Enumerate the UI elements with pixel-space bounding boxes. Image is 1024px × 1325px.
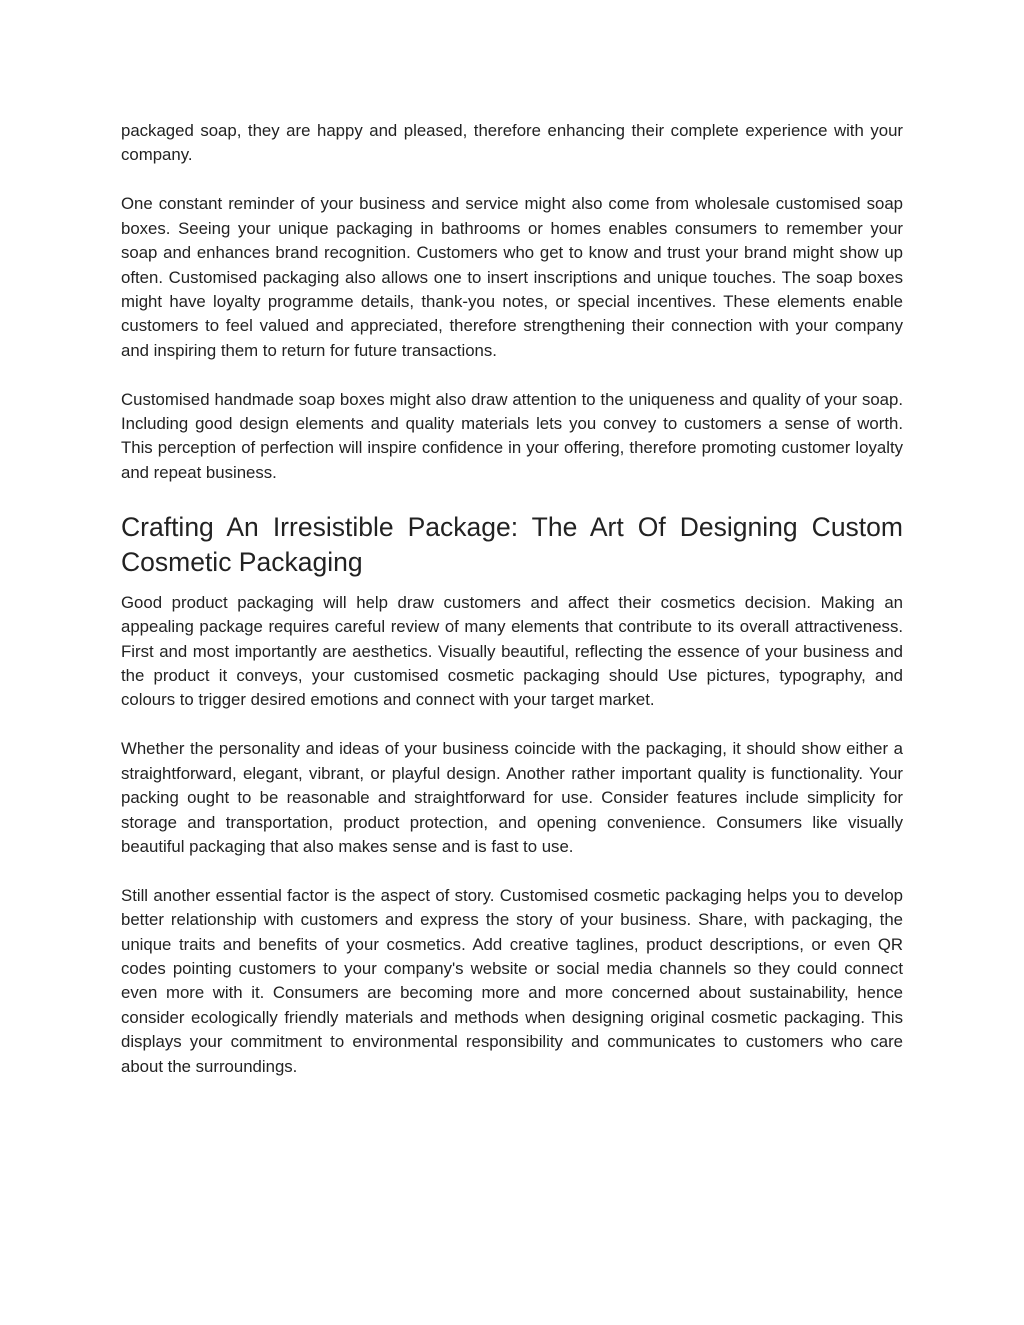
document-page [121,119,903,1104]
paragraph-soap-experience: packaged soap, they are happy and pleased, therefore enhancing their complete experience with your company. [121,121,903,165]
paragraph-aesthetics: Good product packaging will help draw customers and affect their cosmetics decision. Making an appealing package requires careful review of many elements that contribute to its overall attractiveness. First and most importantly are aesthetics. Visually beautiful, reflecting the essence of your business and the product it conveys, your customised cosmetic packaging should Use pictures, typography, and colours to trigger desired emotions and connect with your target market. [121,592,903,710]
paragraph-story-sustainability: Still another essential factor is the aspect of story. Customised cosmetic packaging helps you to develop better relationship with customers and express the story of your business. Share, with packaging, the unique traits and benefits of your cosmetics. Add creative taglines, product descriptions, or even QR codes pointing customers to your company's website or social media channels so they could connect even more with it. Consumers are becoming more and more concerned about sustainability, hence consider ecologically friendly materials and methods when designing original cosmetic packaging. This displays your commitment to environmental responsibility and communicates to customers who care about the surroundings. [121,885,903,1076]
section-heading: Crafting An Irresistible Package: The Art Of Designing Custom Cosmetic Packaging [121,511,903,578]
paragraph-soap-quality: Customised handmade soap boxes might also draw attention to the uniqueness and quality of your soap. Including good design elements and quality materials lets you convey to customers a sense of worth. This perception of perfection will inspire confidence in your offering, therefore promoting customer loyalty and repeat business. [121,389,903,482]
paragraph-functionality: Whether the personality and ideas of your business coincide with the packaging, it should show either a straightforward, elegant, vibrant, or playful design. Another rather important quality is functionality. Your packing ought to be reasonable and straightforward for use. Consider features include simplicity for storage and transportation, product protection, and opening convenience. Consumers like visually beautiful packaging that also makes sense and is fast to use. [121,739,903,856]
paragraph-brand-reminder: One constant reminder of your business and service might also come from wholesale customised soap boxes. Seeing your unique packaging in bathrooms or homes enables consumers to remember your soap and enhances brand recognition. Customers who get to know and trust your brand might show up often. Customised packaging also allows one to insert inscriptions and unique touches. The soap boxes might have loyalty programme details, thank-you notes, or special incentives. These elements enable customers to feel valued and appreciated, therefore strengthening their connection with your company and inspiring them to return for future transactions. [121,194,903,360]
